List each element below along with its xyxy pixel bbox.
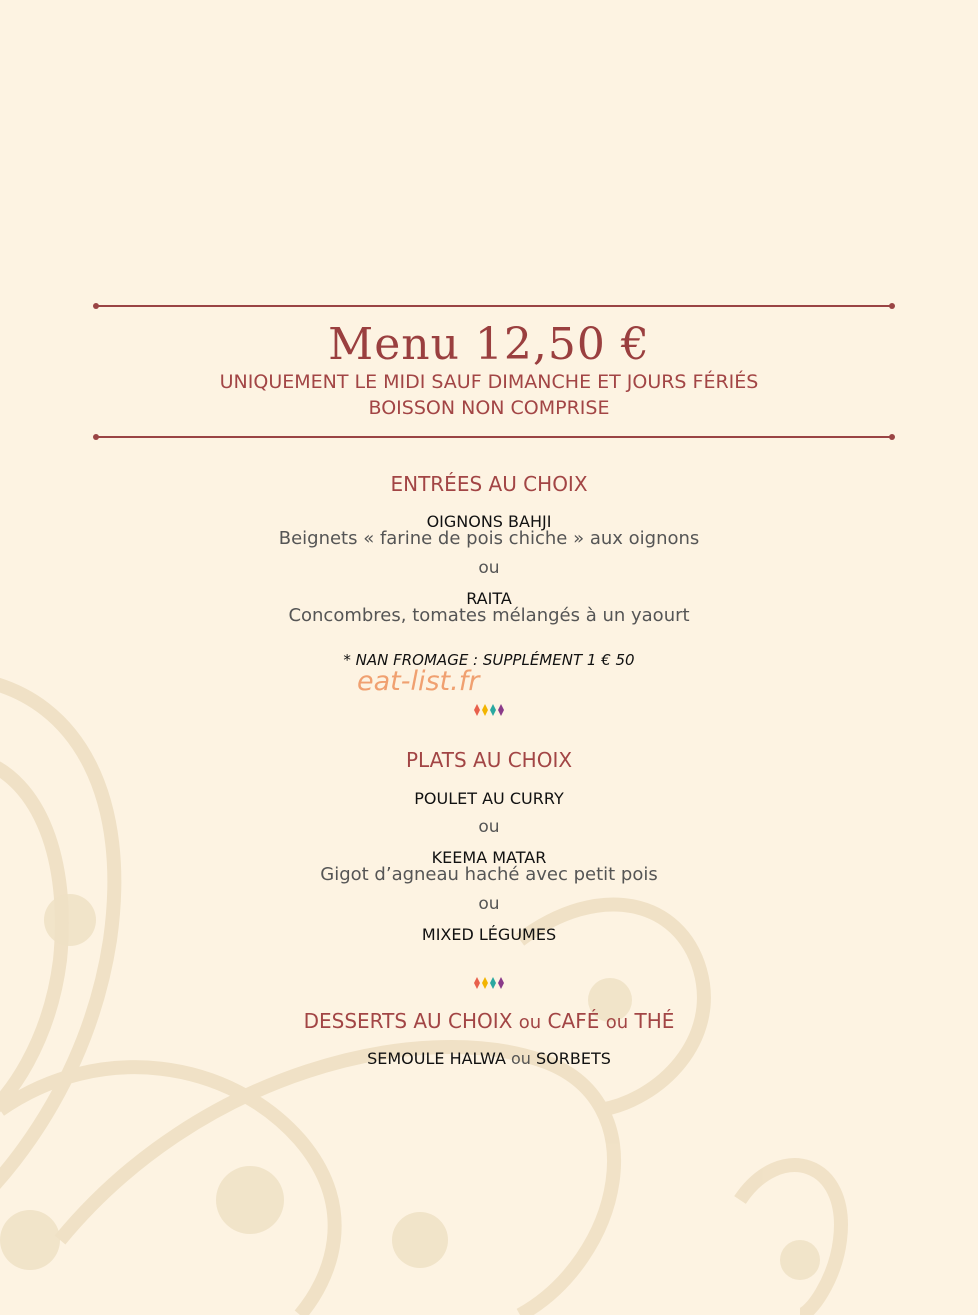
gem-divider-icon [473,703,505,717]
menu-subtitle-line2: BOISSON NON COMPRISE [368,397,610,419]
entree-item-name: RAITA [466,589,512,608]
entree-item-description: Beignets « farine de pois chiche » aux oignons [278,528,700,549]
watermark: eat-list.fr [357,666,480,697]
top-divider [96,305,892,307]
dessert-item-name: SORBETS [536,1049,611,1068]
dessert-item-name: SEMOULE HALWA [367,1049,506,1068]
desserts-heading-part: CAFÉ [547,1009,600,1033]
plat-item-name: POULET AU CURRY [414,789,564,808]
plat-item-name: MIXED LÉGUMES [421,925,557,944]
or-separator: ou [478,894,500,914]
dessert-items [0,1049,978,1069]
plats-heading: PLATS AU CHOIX [405,748,573,772]
gem-divider [0,975,978,989]
desserts-heading-or: ou [518,1012,542,1033]
menu-title: Menu 12,50 € [328,319,650,370]
plat-item-name: KEEMA MATAR [431,848,547,867]
gem-divider-icon [473,976,505,990]
bottom-divider [96,436,892,438]
or-separator: ou [478,817,500,837]
desserts-heading-or: ou [605,1012,629,1033]
entree-item-name: OIGNONS BAHJI [426,512,552,531]
entrees-heading: ENTRÉES AU CHOIX [390,472,588,496]
plat-item-description: Gigot d’agneau haché avec petit pois [320,864,658,885]
gem-divider [0,702,978,716]
or-separator: ou [478,558,500,578]
desserts-heading-part: DESSERTS AU CHOIX [303,1009,513,1033]
desserts-heading [0,1008,978,1036]
entree-item-description: Concombres, tomates mélangés à un yaourt [288,605,690,626]
desserts-heading-part: THÉ [634,1009,675,1033]
or-separator: ou [510,1049,531,1068]
menu-subtitle-line1: UNIQUEMENT LE MIDI SAUF DIMANCHE ET JOURS FÉRIÉS [219,371,759,393]
supplement-note: * NAN FROMAGE : SUPPLÉMENT 1 € 50 [343,651,635,669]
